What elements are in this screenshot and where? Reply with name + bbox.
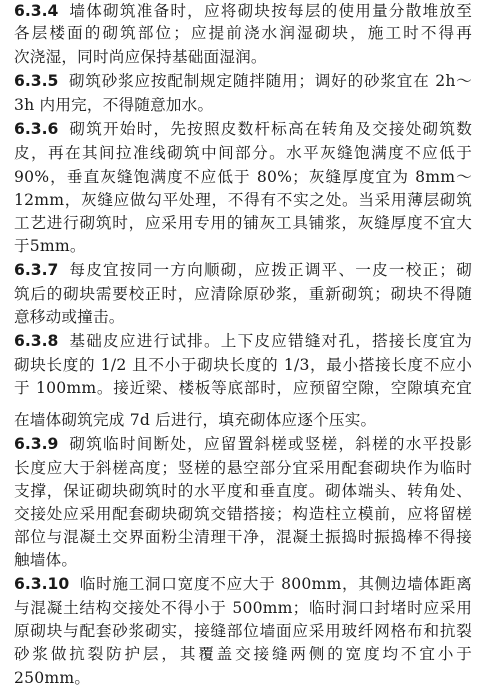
- text-line: [14, 620, 472, 642]
- line-text: 250mm。: [14, 669, 91, 687]
- line-text: 意移动或撞击。: [14, 308, 125, 326]
- text-line: [14, 70, 472, 92]
- line-text: 次浇湿，同时尚应保持基础面湿润。: [14, 48, 267, 66]
- line-text: 90%，垂直灰缝饱满度不应低于 80%；灰缝厚度宜为 8mm～: [14, 168, 472, 186]
- line-text: 砌筑开始时，先按照皮数杆标高在转角及交接处砌筑数: [68, 120, 472, 138]
- text-line: [14, 549, 472, 571]
- text-line: [14, 480, 472, 502]
- line-text: 3h 内用完，不得随意加水。: [14, 96, 214, 114]
- text-line: [14, 142, 472, 164]
- line-text: 砂浆做抗裂防护层，其覆盖交接缝两侧的宽度均不宜小于: [14, 645, 472, 663]
- text-line: [14, 189, 472, 211]
- clause-number: 6.3.4: [14, 2, 59, 20]
- line-text: 部位与混凝土交界面粉尘清理干净，混凝土振捣时振捣棒不得接: [14, 528, 472, 546]
- line-text: 原砌块与配套砂浆砌实，接缝部位墙面应采用玻纤网格布和抗裂: [14, 622, 472, 640]
- text-line: [14, 118, 472, 140]
- text-line: [14, 597, 472, 619]
- text-line: [14, 643, 472, 665]
- text-line: [14, 457, 472, 479]
- text-line: [14, 667, 472, 689]
- text-line: [14, 526, 472, 548]
- text-line: [14, 306, 472, 328]
- text-line: [14, 573, 472, 595]
- text-line: [14, 330, 472, 352]
- text-line: [14, 433, 472, 455]
- line-text: 砌筑临时间断处，应留置斜槎或竖槎，斜槎的水平投影: [68, 435, 472, 453]
- text-line: [14, 354, 472, 376]
- text-line: [14, 283, 472, 305]
- text-line: [14, 377, 472, 399]
- text-line: [14, 259, 472, 281]
- text-line: [14, 46, 472, 68]
- text-line: [14, 94, 472, 116]
- line-text: 基础皮应进行试排。上下皮应错缝对孔，搭接长度宜为: [68, 332, 472, 350]
- line-text: 于 100mm。接近梁、楼板等底部时，应预留空隙，空隙填充宜: [14, 379, 472, 397]
- line-text: 临时施工洞口宽度不应大于 800mm，其侧边墙体距离: [79, 575, 472, 593]
- clause-number: 6.3.8: [14, 332, 59, 350]
- clause-number: 6.3.9: [14, 435, 59, 453]
- line-text: 长度应大于斜槎高度；竖槎的悬空部分宜采用配套砌块作为临时: [14, 459, 472, 477]
- line-text: 交接处应采用配套砌块砌筑交错搭接；构造柱立模前，应将留槎: [14, 505, 472, 523]
- line-text: 墙体砌筑准备时，应将砌块按每层的使用量分散堆放至: [68, 2, 472, 20]
- text-line: [14, 0, 472, 22]
- text-line: [14, 212, 472, 234]
- line-text: 12mm，灰缝应做勾平处理，不得有不实之处。当采用薄层砌筑: [14, 191, 472, 209]
- line-text: 于5mm。: [14, 237, 86, 255]
- text-line: [14, 409, 472, 431]
- line-text: 触墙体。: [14, 551, 78, 569]
- line-text: 每皮宜按同一方向顺砌，应拨正调平、一皮一校正；砌: [68, 261, 472, 279]
- line-text: 工艺进行砌筑时，应采用专用的铺灰工具铺浆，灰缝厚度不宜大: [14, 214, 472, 232]
- text-line: [14, 503, 472, 525]
- line-text: 筑后的砌块需要校正时，应清除原砂浆，重新砌筑；砌块不得随: [14, 285, 472, 303]
- clause-number: 6.3.5: [14, 72, 59, 90]
- clause-number: 6.3.6: [14, 120, 59, 138]
- line-text: 支撑，保证砌块砌筑时的水平度和垂直度。砌体端头、转角处、: [14, 482, 472, 500]
- clause-number: 6.3.10: [14, 575, 70, 593]
- line-text: 与混凝土结构交接处不得小于 500mm；临时洞口封堵时应采用: [14, 599, 472, 617]
- clause-number: 6.3.7: [14, 261, 59, 279]
- text-line: [14, 166, 472, 188]
- line-text: 皮，再在其间拉准线砌筑中间部分。水平灰缝饱满度不应低于: [14, 144, 472, 162]
- line-text: 砌筑砂浆应按配制规定随拌随用；调好的砂浆宜在 2h～: [68, 72, 472, 90]
- text-line: [14, 22, 472, 44]
- text-line: [14, 235, 472, 257]
- line-text: 砌块长度的 1/2 且不小于砌块长度的 1/3，最小搭接长度不应小: [14, 356, 472, 374]
- line-text: 各层楼面的砌筑部位；应提前浇水润湿砌块，施工时不得再: [14, 24, 472, 42]
- line-text: 在墙体砌筑完成 7d 后进行，填充砌体应逐个压实。: [14, 411, 377, 429]
